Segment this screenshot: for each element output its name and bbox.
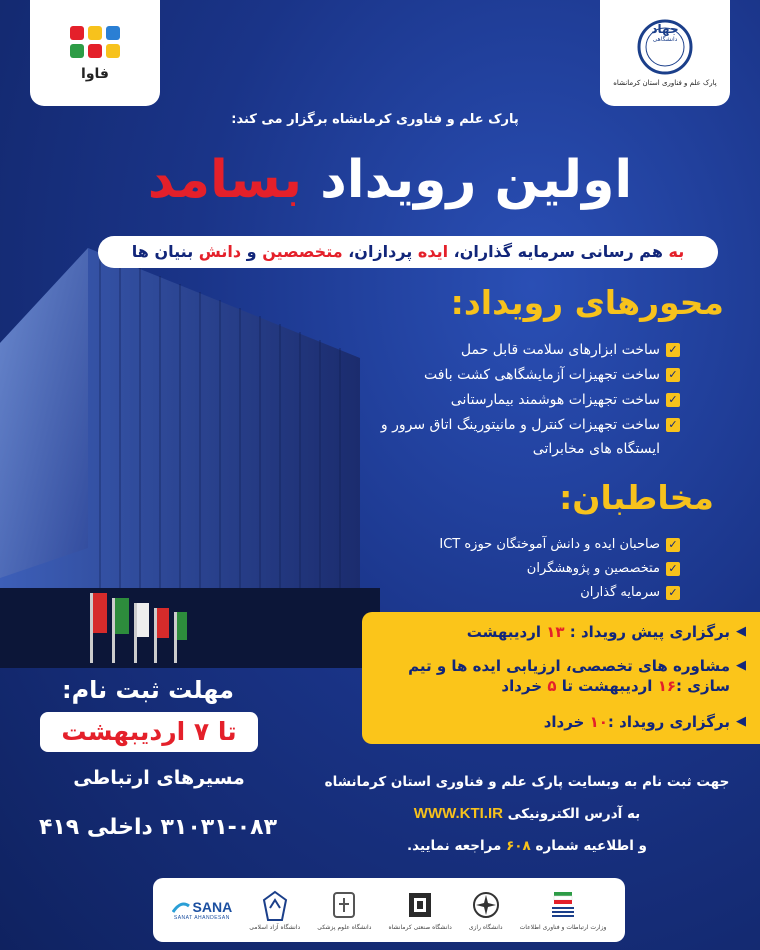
schedule-text: برگزاری رویداد : <box>607 713 730 731</box>
tech-university-icon <box>406 890 434 922</box>
schedule-number: ۱۰ <box>589 713 608 731</box>
arrow-left-icon: ◀ <box>736 658 746 673</box>
registration-line1: جهت ثبت نام به وبسایت پارک علم و فناوری استان کرمانشاه <box>324 774 730 790</box>
schedule-text: اردیبهشت <box>466 623 547 641</box>
registration-line2: به آدرس الکترونیکی <box>502 806 641 822</box>
uni1-logo <box>249 884 300 936</box>
building-illustration <box>0 248 380 668</box>
uni4-caption: دانشگاه رازی <box>468 923 503 931</box>
sub-p2: هم <box>639 242 663 261</box>
axes-heading: محورهای رویداد: <box>450 283 724 322</box>
sana-sub: SANAT AHANDESAN <box>173 915 230 921</box>
sana-logo <box>172 884 233 936</box>
audience-item-label: سرمایه گذاران <box>580 585 660 600</box>
fava-emblem-icon <box>66 24 124 66</box>
website-link[interactable]: WWW.KTI.IR <box>413 805 503 822</box>
registration-line3: و اطلاعیه شماره <box>530 838 647 854</box>
sub-p6: ایده <box>417 242 449 261</box>
sana-swoosh-icon <box>172 900 190 914</box>
audience-heading: مخاطبان: <box>559 478 714 517</box>
subtitle-bar <box>98 236 718 268</box>
checkmark-icon: ✓ <box>666 562 680 576</box>
axis-item-label: ساخت تجهیزات آزمایشگاهی کشت بافت <box>424 367 660 383</box>
sub-p7: پردازان، <box>342 242 418 261</box>
axes-list <box>380 338 680 462</box>
audience-list <box>380 533 680 605</box>
jahad-park-logo <box>600 0 730 106</box>
uni1-caption: دانشگاه آزاد اسلامی <box>249 923 301 931</box>
fava-caption: فاوا <box>81 66 109 82</box>
schedule-item-pre-event <box>376 622 746 642</box>
registration-info <box>312 766 742 862</box>
sub-p5: گذاران، <box>448 242 518 261</box>
sub-p10: دانش <box>198 242 242 261</box>
schedule-text: مشاوره های تخصصی، ارزیابی ایده ها و تیم سازی : <box>408 657 730 695</box>
audience-item-label: صاحبان ایده و دانش آموختگان حوزه ICT <box>439 537 660 552</box>
sub-p11: بنیان ها <box>131 242 199 261</box>
medical-university-icon <box>331 890 357 922</box>
uni3-caption: دانشگاه صنعتی کرمانشاه <box>388 923 452 931</box>
schedule-number: ۵ <box>547 677 557 695</box>
organizer-text: پارک علم و فناوری کرمانشاه برگزار می کند: <box>231 112 519 127</box>
ministry-flag-icon <box>548 890 578 922</box>
list-item <box>380 338 680 362</box>
uni4-logo <box>469 884 503 936</box>
sub-p4: سرمایه <box>517 242 575 261</box>
checkmark-icon: ✓ <box>666 418 680 432</box>
list-item <box>380 413 680 461</box>
sponsor-logos-bar <box>153 878 625 942</box>
checkmark-icon: ✓ <box>666 368 680 382</box>
contact-label: مسیرهای ارتباطی <box>73 767 245 789</box>
arrow-left-icon: ◀ <box>736 714 746 729</box>
checkmark-icon: ✓ <box>666 343 680 357</box>
schedule-item-consulting <box>376 656 746 696</box>
schedule-text: برگزاری پیش رویداد : <box>564 623 730 641</box>
axis-item-label: ساخت تجهیزات هوشمند بیمارستانی <box>450 392 660 408</box>
sub-p9: و <box>241 242 263 261</box>
schedule-text: خرداد <box>543 713 590 731</box>
schedule-text: خرداد <box>501 677 548 695</box>
sana-name: SANA <box>192 899 233 915</box>
sub-p1: به <box>662 242 685 261</box>
phone-number: ۳۱۰۳۱-۰۸۳ داخلی ۴۱۹ <box>38 815 278 840</box>
uni3-logo <box>388 884 451 936</box>
checkmark-icon: ✓ <box>666 586 680 600</box>
ministry-logo <box>520 884 607 936</box>
page-title <box>120 140 660 220</box>
deadline-value: تا ۷ اردیبهشت <box>40 712 258 752</box>
azad-university-icon <box>262 890 288 922</box>
arrow-left-icon: ◀ <box>736 624 746 639</box>
park-caption: پارک علم و فناوری استان کرمانشاه <box>613 79 717 87</box>
registration-line3-suffix: مراجعه نمایید. <box>407 838 507 854</box>
schedule-panel <box>362 612 760 744</box>
list-item <box>380 388 680 412</box>
audience-item-label: متخصصین و پژوهشگران <box>526 561 660 576</box>
schedule-text: اردیبهشت تا <box>556 677 658 695</box>
list-item <box>380 533 680 557</box>
ministry-caption: وزارت ارتباطات و فناوری اطلاعات <box>519 923 607 931</box>
razi-university-icon <box>471 890 501 922</box>
announcement-number: ۶۰۸ <box>506 838 531 854</box>
deadline-label: مهلت ثبت نام: <box>61 676 235 704</box>
uni2-logo <box>317 884 371 936</box>
title-part1: اولین رویداد <box>301 150 633 210</box>
schedule-number: ۱۳ <box>546 623 565 641</box>
checkmark-icon: ✓ <box>666 538 680 552</box>
schedule-number: ۱۶ <box>657 677 676 695</box>
sub-p8: متخصصین <box>262 242 343 261</box>
list-item <box>380 557 680 581</box>
jahad-sub: دانشگاهی <box>652 36 678 43</box>
title-part2: بسامد <box>147 150 302 210</box>
list-item <box>380 363 680 387</box>
schedule-item-event <box>376 712 746 732</box>
axis-item-label: ساخت تجهیزات کنترل و مانیتورینگ اتاق سرور و ایستگاه های مخابراتی <box>380 417 660 457</box>
sub-p3: رسانی <box>574 242 640 261</box>
checkmark-icon: ✓ <box>666 393 680 407</box>
list-item <box>380 581 680 605</box>
uni2-caption: دانشگاه علوم پزشکی <box>317 923 372 931</box>
jahad-title: جهاد <box>651 22 679 36</box>
axis-item-label: ساخت ابزارهای سلامت قابل حمل <box>460 342 660 358</box>
fava-logo <box>30 0 160 106</box>
